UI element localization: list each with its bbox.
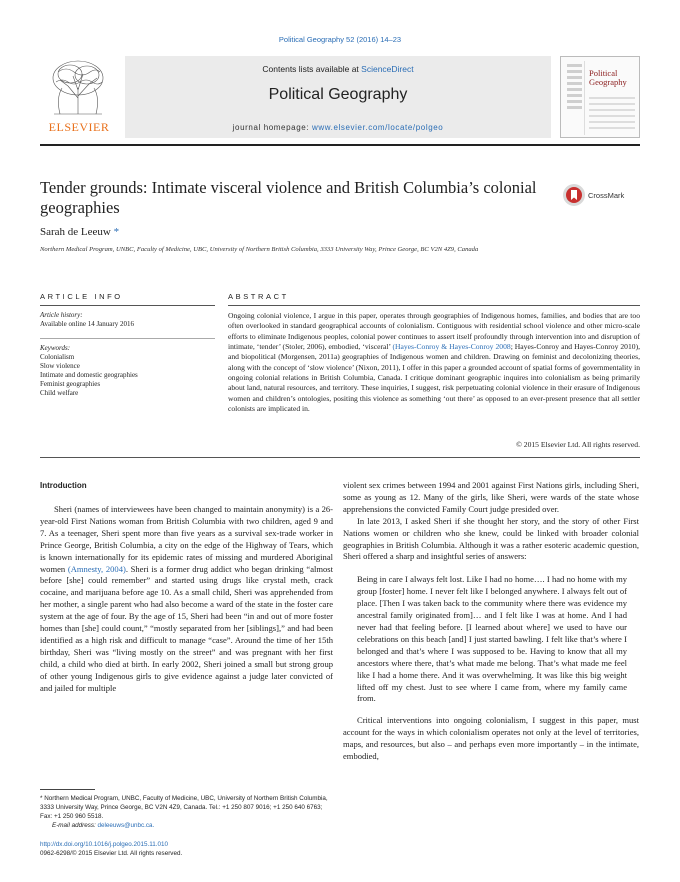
author-footnote — [40, 794, 333, 830]
cover-title — [589, 69, 627, 87]
history-value: Available online 14 January 2016 — [40, 320, 134, 328]
cover-title-line2: Geography — [589, 77, 627, 87]
article-info-rule — [40, 305, 215, 306]
article-info-heading: ARTICLE INFO — [40, 292, 123, 301]
paper-title: Tender grounds: Intimate visceral violence and British Columbia’s colonial geographies — [40, 178, 537, 217]
journal-cover-thumbnail[interactable] — [560, 56, 640, 138]
abstract-body — [228, 311, 640, 414]
keyword-item: Intimate and domestic geographies — [40, 371, 138, 379]
crossmark-icon — [562, 183, 586, 207]
header-divider — [40, 144, 640, 146]
footnote-divider — [40, 789, 95, 790]
footnote-text: * Northern Medical Program, UNBC, Faculty of Medicine, UBC, University of Northern British Columbia, 3333 University Way, Prince George, BC V2N 4Z9, Canada. Tel.: +1 250 807 9016; +1 250 640 6763; Fax: +1 250 960 5518. — [40, 795, 328, 820]
homepage-line — [125, 123, 551, 132]
keyword-item: Child welfare — [40, 389, 79, 397]
right-paragraph-2: In late 2013, I asked Sheri if she thought her story, and the story of other First Nations women or children who she knew, could be linked with broader colonial geographies in British Columbia. Although it was a rather esoteric academic question, Sheri offered a sharp and insightful series of answers: — [343, 515, 639, 562]
crossmark-label: CrossMark — [588, 191, 625, 200]
journal-homepage-link[interactable]: www.elsevier.com/locate/polgeo — [311, 123, 444, 132]
history-label: Article history: — [40, 311, 83, 319]
elsevier-wordmark: ELSEVIER — [48, 120, 110, 134]
doi-link[interactable]: http://dx.doi.org/10.1016/j.polgeo.2015.11.010 — [40, 841, 169, 848]
keywords-block — [40, 344, 210, 398]
contents-prefix: Contents lists available at — [262, 64, 362, 74]
right-paragraph-1: violent sex crimes between 1994 and 2001 against First Nations girls, including Sheri, some as young as 12. Many of the girls, like Sheri, were wards of the state whose apprehensions the convicted Family Court judge presided over. — [343, 480, 639, 514]
body-right-column — [343, 480, 639, 763]
author-email-link[interactable]: deleeuws@unbc.ca. — [97, 822, 155, 829]
article-history — [40, 311, 210, 329]
intro-text-b: . Sheri is a former drug addict who began drinking “almost before [she] could remember” and started using drugs like crystal meth, crack cocaine, and marijuana before age 10. As a small child, Sheri was apprehended from her mother, a single parent who had also become a ward of the state in the foster care system at the age of four. By the age of 15, Sheri had been “in and out of more foster homes than [she] could count,” “mostly separated from her [siblings],” and had been identified as a high risk and difficult to manage “case”. Around the time of her 15th birthday, Sheri was “living mostly on the street” and was pregnant with her first child, a child who died at birth. In early 2002, Sheri joined a small but strong group of other young Indigenous girls to give evidence against a judge later convicted of and jailed for multiple — [40, 563, 333, 693]
elsevier-logo[interactable] — [40, 56, 118, 138]
abstract-text-part1: Ongoing colonial violence, I argue in this paper, operates through geographies of Indigenous homes, families, and bodies that are too often overlooked in standard geographical accounts of colonialism. Contiguous with residential school violence and other micro-scale efforts to eliminate Indigenous peoples, colonial power continues to assert itself profoundly through intervention into and disruption of intimate, ‘tender’ (Stoler, 2006), embodied, ‘visceral’ — [228, 311, 640, 352]
keywords-rule — [40, 338, 215, 339]
abstract-citation-link[interactable]: (Hayes-Conroy & Hayes-Conroy 2008 — [392, 342, 511, 352]
keyword-item: Slow violence — [40, 362, 80, 370]
author-affiliation: Northern Medical Program, UNBC, Faculty of Medicine, UBC, University of Northern British Columbia, 3333 University Way, Prince George, BC V2N 4Z9, Canada — [40, 246, 479, 253]
abstract-copyright: © 2015 Elsevier Ltd. All rights reserved. — [516, 440, 640, 449]
abstract-heading: ABSTRACT — [228, 292, 289, 301]
doi-block — [40, 840, 333, 858]
sciencedirect-link[interactable]: ScienceDirect — [361, 64, 414, 74]
body-left-column — [40, 504, 333, 695]
journal-masthead — [125, 56, 551, 138]
intro-text-a: Sheri (names of interviewees have been changed to maintain anonymity) is a 26-year-old First Nations woman from British Columbia with two children, aged 9 and 7. As a teenager, Sheri spent more than five years as a survival sex-trade worker in Prince George, British Columbia, a city on the edge of the Highway of Tears, which is known internationally for its epidemic rates of missing and murdered Aboriginal women — [40, 504, 333, 574]
contents-line — [125, 64, 551, 74]
introduction-heading: Introduction — [40, 481, 87, 490]
elsevier-tree-icon — [48, 58, 108, 116]
interview-quote: Being in care I always felt lost. Like I had no home…. I had no home with my group [foster] home. I never felt like I belonged anywhere. I always felt out of place. [Then I was taken back to the community where there was evidence my ancestral family originated from]… and I felt like I was at home. And I had never had that feeling before. [I learned about where] we used to have our celebrations on this beach [and] I just started bawling. I felt like that’s where I belonged and that’s where I was supposed to be. Having to know that all my ancestors where there, that’s what made me belong. That’s what made me feel like I had a home there. And it was overwhelming. It was like this big weight lifted off my chest. Just to see where I came from, where my family came from. — [357, 574, 627, 704]
intro-paragraph-1 — [40, 504, 333, 695]
cover-sidebar — [565, 61, 585, 135]
crossmark-badge[interactable] — [562, 183, 642, 209]
abstract-rule — [228, 305, 640, 306]
abstract-text-part2: ; Hayes-Conroy and Hayes-Conroy 2010), and biopolitical (Morgensen, 2011a) geographies of Indigenous women and children. Drawing on feminist and decolonizing theories, along with the concept of ‘slow violence’ (Nixon, 2011), I offer in this paper a grounded account of spatial forms of governmentality in ongoing colonial relations in British Columbia, Canada. I critique dominant geographic inquires into colonialism as being primarily about land, natural resources, and territory. These inquiries, I suggest, risk perpetuating colonial violence in their erasure of Indigenous women and children’s ontologies, positing this violence as something ‘out there’ as opposed to an ever-present presence that all settler colonists are implicated in. — [228, 342, 641, 414]
keywords-label: Keywords: — [40, 344, 71, 352]
journal-citation[interactable]: Political Geography 52 (2016) 14–23 — [278, 35, 402, 44]
keyword-item: Feminist geographies — [40, 380, 101, 388]
email-label: E-mail address: — [52, 822, 98, 829]
right-paragraph-3: Critical interventions into ongoing colonialism, I suggest in this paper, must account for the ways in which colonialism operates not only at the level of territories, maps, and resources, but also – and perhaps even more importantly – in the intimate, embodied, — [343, 715, 639, 762]
author-footnote-mark[interactable]: * — [113, 226, 120, 238]
keyword-item: Colonialism — [40, 353, 75, 361]
journal-title: Political Geography — [268, 86, 408, 103]
abstract-bottom-rule — [40, 457, 640, 458]
cover-title-line1: Political — [589, 68, 618, 78]
issn-line: 0962-6298/© 2015 Elsevier Ltd. All rights reserved. — [40, 850, 183, 857]
cover-decoration — [589, 93, 635, 133]
author-line — [40, 226, 119, 238]
footnote-email-line — [40, 821, 333, 830]
amnesty-citation-link[interactable]: (Amnesty, 2004) — [67, 563, 126, 574]
author-name: Sarah de Leeuw — [40, 226, 111, 238]
homepage-prefix: journal homepage: — [232, 123, 312, 132]
journal-header — [40, 56, 640, 138]
